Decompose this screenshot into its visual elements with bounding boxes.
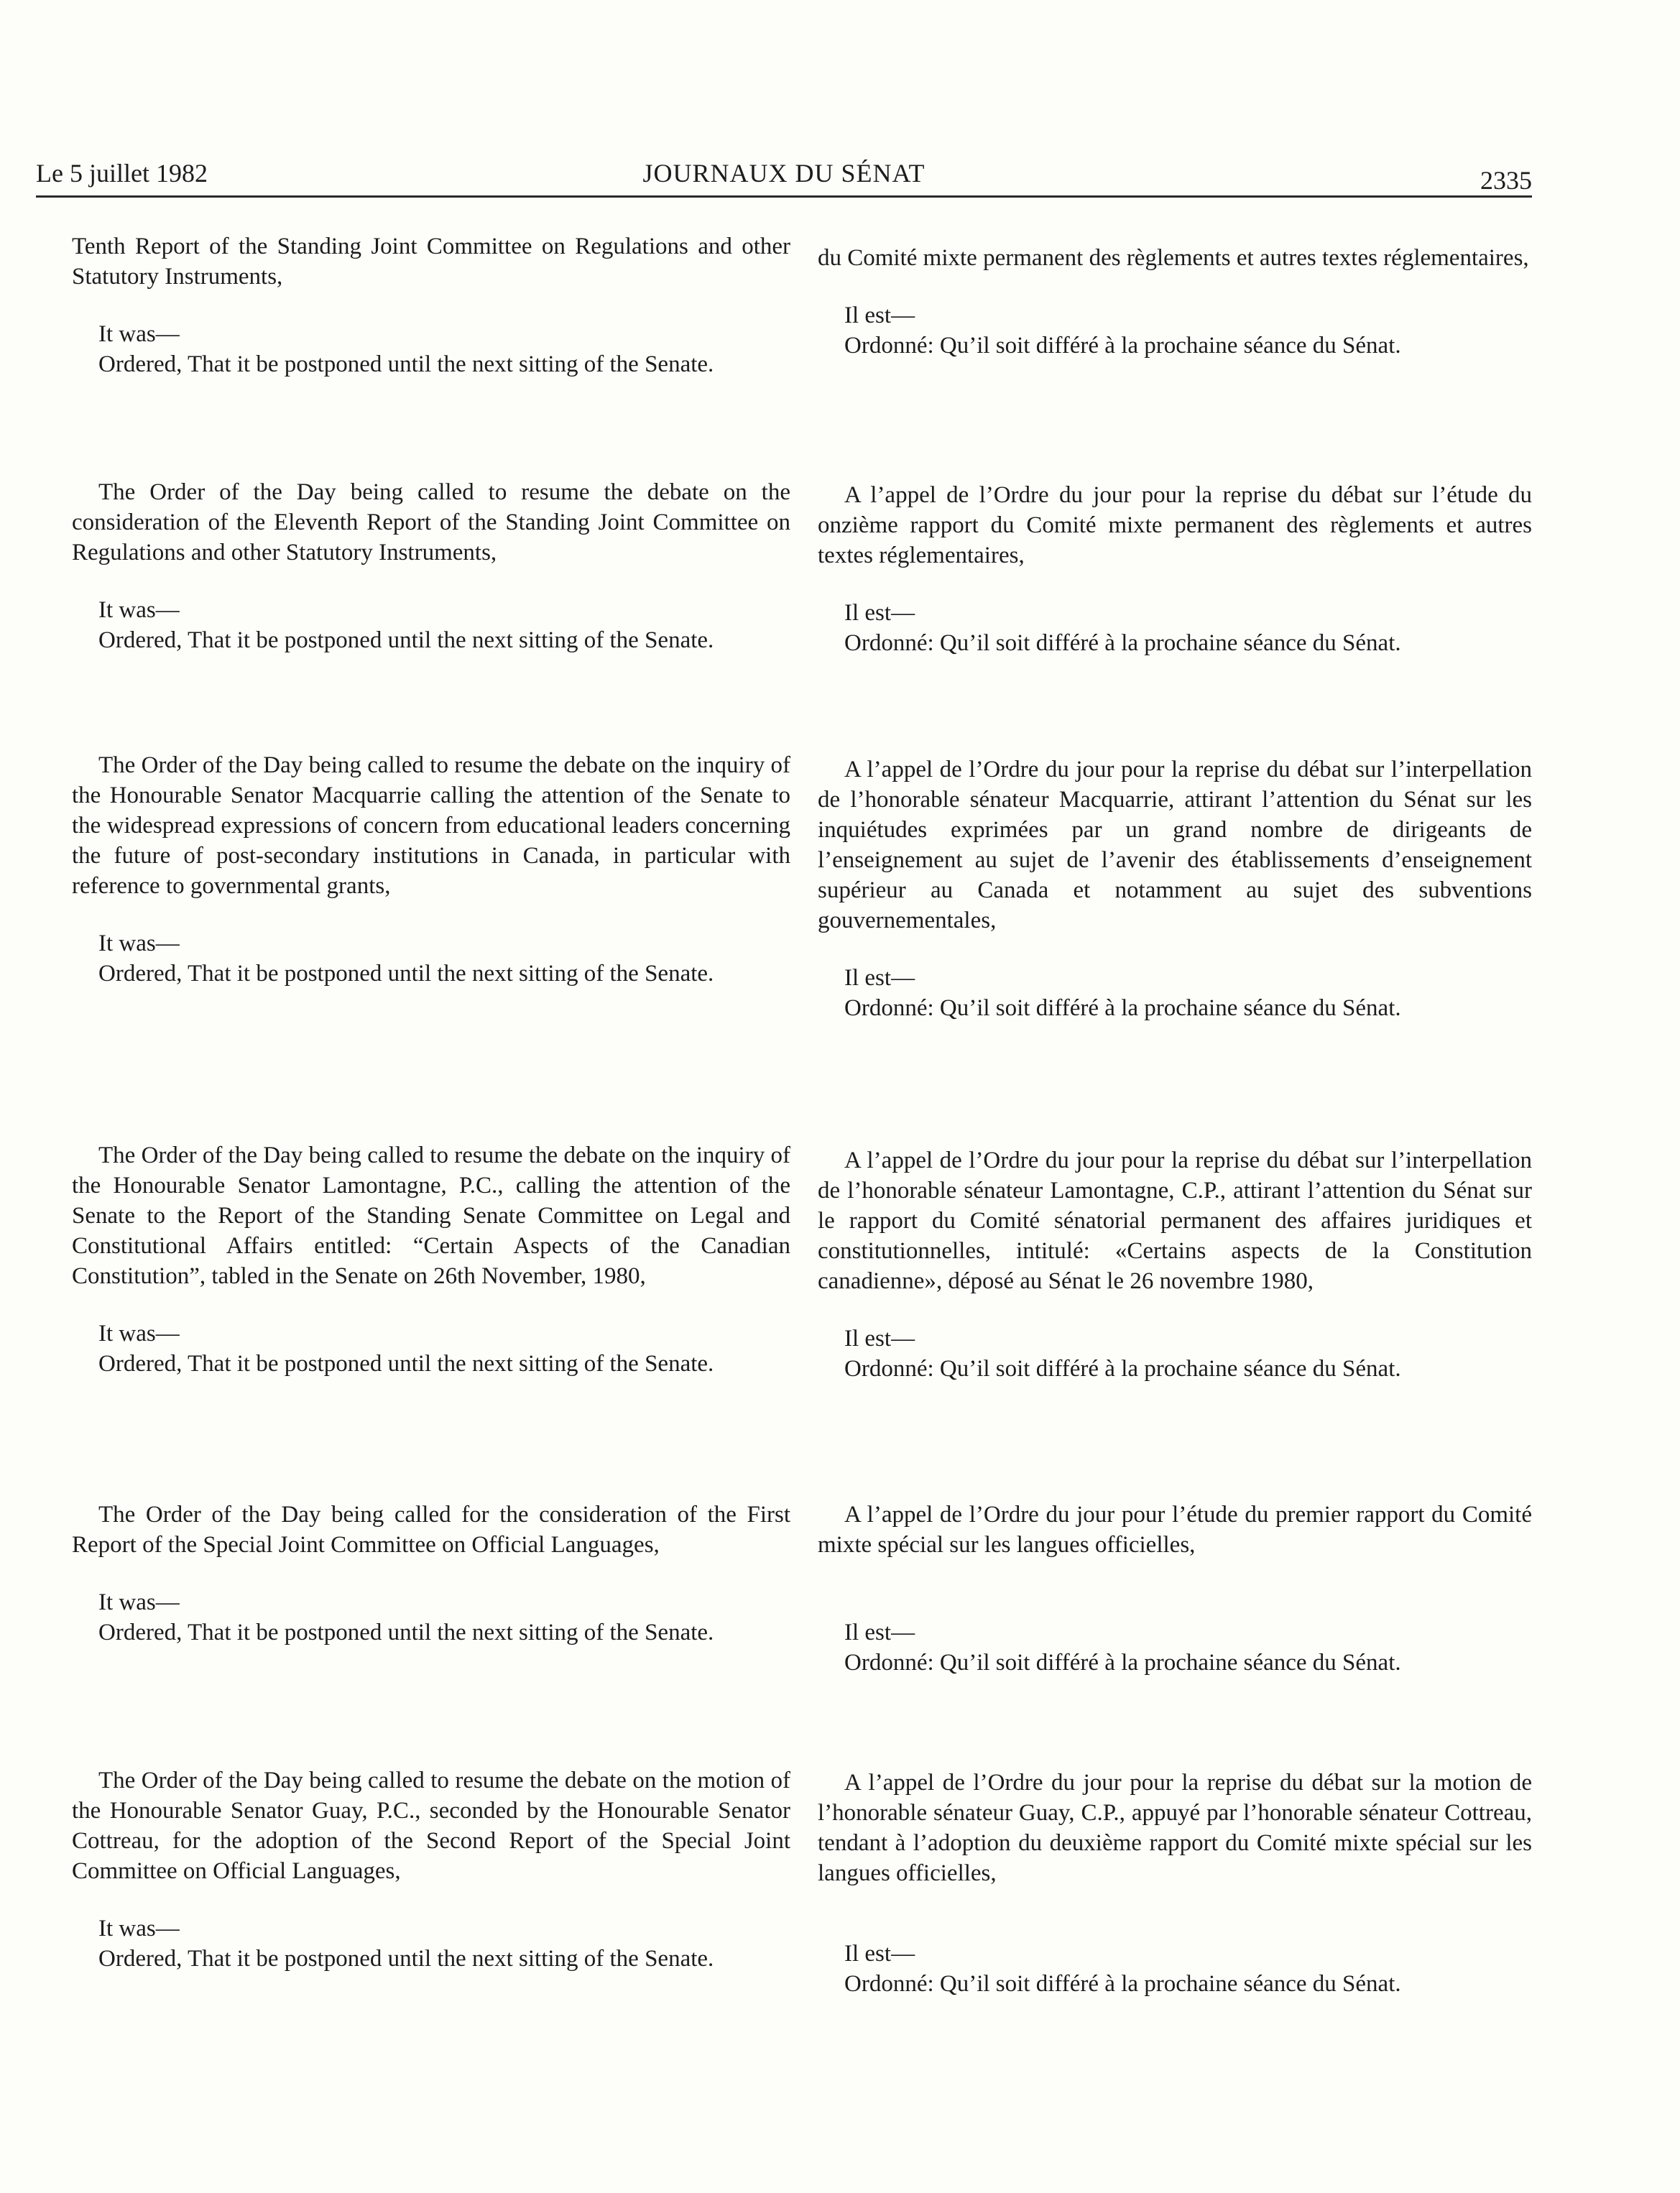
header-date: Le 5 juillet 1982 (36, 159, 208, 188)
entry-ordered: Ordered, That it be postponed until the next sitting of the Senate. (98, 627, 714, 653)
french-entry (818, 1500, 1532, 1678)
entry-it-was: It was— (98, 597, 180, 623)
entry-ordered: Ordonné: Qu’il soit différé à la prochaine séance du Sénat. (844, 1650, 1401, 1676)
entry-intro: The Order of the Day being called to resume the debate on the inquiry of the Honourable Senator Lamontagne, P.C., calling the attention of the Senate to the Report of the Standing Senate Committee on Legal and Constitutional Affairs entitled: “Certain Aspects of the Canadian Constitution”, tabled in the Senate on 26th November, 1980, (72, 1142, 790, 1289)
page-number: 2335 (1480, 166, 1532, 195)
entry-it-was: Il est— (844, 600, 915, 626)
french-entry (818, 754, 1532, 1023)
entry-ordered: Ordered, That it be postponed until the next sitting of the Senate. (98, 1946, 714, 1972)
entry-it-was: It was— (98, 1589, 180, 1615)
entry-intro: Tenth Report of the Standing Joint Committee on Regulations and other Statutory Instruments, (72, 234, 790, 290)
entry-intro: The Order of the Day being called to resume the debate on the motion of the Honourable Senator Guay, P.C., seconded by the Honourable Senator Cottreau, for the adoption of the Second Report of the Special Joint Committee on Official Languages, (72, 1768, 790, 1884)
page-header (36, 155, 1532, 198)
entry-intro: A l’appel de l’Ordre du jour pour la reprise du débat sur l’étude du onzième rapport du Comité mixte permanent des règlements et autres textes réglementaires, (818, 482, 1532, 568)
english-entry (72, 477, 790, 655)
entry-ordered: Ordonné: Qu’il soit différé à la prochaine séance du Sénat. (844, 630, 1401, 656)
entry-ordered: Ordonné: Qu’il soit différé à la prochaine séance du Sénat. (844, 333, 1401, 359)
french-entry (818, 243, 1532, 361)
entry-intro: A l’appel de l’Ordre du jour pour la reprise du débat sur l’interpellation de l’honorable sénateur Macquarrie, attirant l’attention du Sénat sur les inquiétudes exprimées par un grand nombre de dirigeants de l’enseignement au sujet de l’avenir des établissements d’enseignement supérieur au Canada et notamment au sujet des subventions gouvernementales, (818, 757, 1532, 933)
entry-ordered: Ordonné: Qu’il soit différé à la prochaine séance du Sénat. (844, 995, 1401, 1021)
english-entry (72, 1140, 790, 1379)
entry-ordered: Ordonné: Qu’il soit différé à la prochaine séance du Sénat. (844, 1971, 1401, 1997)
entry-it-was: Il est— (844, 303, 915, 328)
header-title: JOURNAUX DU SÉNAT (642, 159, 926, 188)
entry-intro: A l’appel de l’Ordre du jour pour la reprise du débat sur l’interpellation de l’honorable sénateur Lamontagne, C.P., attirant l’attention du Sénat sur le rapport du Comité sénatorial permanent des affaires juridiques et constitutionnelles, intitulé: «Certains aspects de la Constitution canadienne», déposé au Sénat le 26 novembre 1980, (818, 1148, 1532, 1294)
english-entry (72, 1500, 790, 1648)
entry-intro: The Order of the Day being called to resume the debate on the consideration of the Eleventh Report of the Standing Joint Committee on Regulations and other Statutory Instruments, (72, 479, 790, 565)
entry-intro: The Order of the Day being called to resume the debate on the inquiry of the Honourable Senator Macquarrie calling the attention of the Senate to the widespread expressions of concern from educational leaders concerning the future of post-secondary institutions in Canada, in particular with reference to governmental grants, (72, 752, 790, 899)
entry-intro: du Comité mixte permanent des règlements et autres textes réglementaires, (818, 245, 1529, 271)
english-entry (72, 1765, 790, 1974)
entry-it-was: Il est— (844, 1326, 915, 1352)
entry-intro: A l’appel de l’Ordre du jour pour la reprise du débat sur la motion de l’honorable sénateur Guay, C.P., appuyé par l’honorable sénateur Cottreau, tendant à l’adoption du deuxième rapport du Comité mixte spécial sur les langues officielles, (818, 1770, 1532, 1886)
entry-ordered: Ordered, That it be postponed until the next sitting of the Senate. (98, 961, 714, 987)
entry-it-was: Il est— (844, 1941, 915, 1967)
french-entry (818, 1768, 1532, 1999)
french-entry (818, 480, 1532, 658)
entry-ordered: Ordered, That it be postponed until the next sitting of the Senate. (98, 351, 714, 377)
entry-ordered: Ordered, That it be postponed until the next sitting of the Senate. (98, 1620, 714, 1645)
entry-ordered: Ordered, That it be postponed until the next sitting of the Senate. (98, 1351, 714, 1377)
entry-it-was: It was— (98, 931, 180, 956)
entry-it-was: Il est— (844, 965, 915, 991)
entry-it-was: It was— (98, 321, 180, 347)
french-entry (818, 1145, 1532, 1384)
english-entry (72, 231, 790, 379)
entry-intro: The Order of the Day being called for the consideration of the First Report of the Special Joint Committee on Official Languages, (72, 1502, 790, 1558)
entry-ordered: Ordonné: Qu’il soit différé à la prochaine séance du Sénat. (844, 1356, 1401, 1382)
entry-it-was: It was— (98, 1916, 180, 1942)
entry-intro: A l’appel de l’Ordre du jour pour l’étude du premier rapport du Comité mixte spécial sur les langues officielles, (818, 1502, 1532, 1558)
english-entry (72, 750, 790, 989)
entry-it-was: Il est— (844, 1620, 915, 1645)
entry-it-was: It was— (98, 1321, 180, 1347)
